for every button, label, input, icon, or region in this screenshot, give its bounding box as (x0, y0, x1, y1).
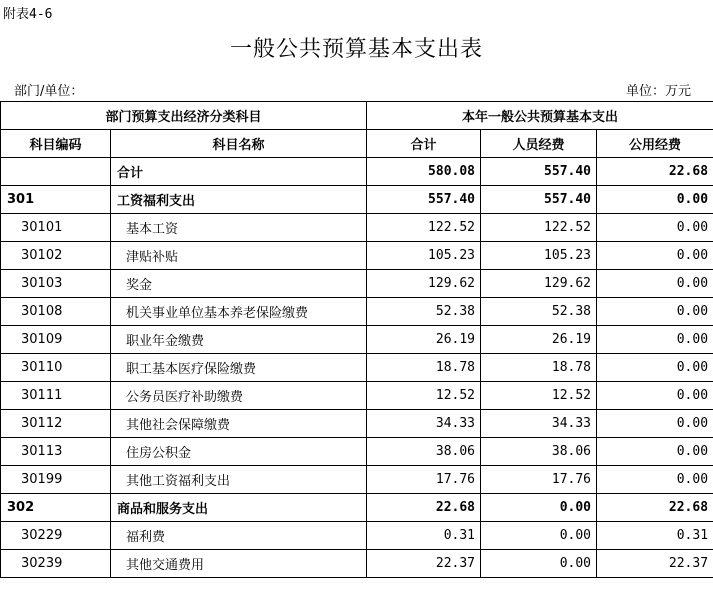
table-row (1, 214, 713, 242)
budget-table (0, 101, 713, 578)
cell-code (1, 158, 111, 186)
cell-name: 基本工资 (111, 214, 367, 242)
cell-total: 0.31 (367, 522, 481, 550)
cell-code: 30229 (1, 522, 111, 550)
cell-name: 工资福利支出 (111, 186, 367, 214)
cell-public: 0.00 (597, 382, 713, 410)
cell-personnel: 0.00 (481, 550, 597, 578)
table-row (1, 270, 713, 298)
cell-public: 0.00 (597, 466, 713, 494)
cell-name: 奖金 (111, 270, 367, 298)
cell-public: 0.00 (597, 242, 713, 270)
table-row (1, 466, 713, 494)
cell-code: 30109 (1, 326, 111, 354)
table-row (1, 186, 713, 214)
cell-code: 30103 (1, 270, 111, 298)
table-row (1, 382, 713, 410)
appendix-label: 附表4-6 (3, 7, 53, 22)
cell-code: 30239 (1, 550, 111, 578)
cell-total: 580.08 (367, 158, 481, 186)
cell-public: 22.68 (597, 158, 713, 186)
cell-code: 30113 (1, 438, 111, 466)
table-row (1, 522, 713, 550)
cell-total: 18.78 (367, 354, 481, 382)
cell-total: 129.62 (367, 270, 481, 298)
cell-personnel: 105.23 (481, 242, 597, 270)
cell-name: 其他交通费用 (111, 550, 367, 578)
cell-code: 30108 (1, 298, 111, 326)
cell-public: 0.00 (597, 186, 713, 214)
cell-code: 30111 (1, 382, 111, 410)
cell-total: 38.06 (367, 438, 481, 466)
header-personnel: 人员经费 (481, 130, 597, 158)
table-row (1, 550, 713, 578)
cell-total: 105.23 (367, 242, 481, 270)
table-row (1, 242, 713, 270)
cell-name: 其他社会保障缴费 (111, 410, 367, 438)
cell-public: 0.00 (597, 326, 713, 354)
cell-name: 住房公积金 (111, 438, 367, 466)
cell-name: 福利费 (111, 522, 367, 550)
table-row (1, 354, 713, 382)
cell-code: 30110 (1, 354, 111, 382)
cell-public: 22.68 (597, 494, 713, 522)
cell-public: 0.00 (597, 438, 713, 466)
cell-name: 其他工资福利支出 (111, 466, 367, 494)
table-row (1, 326, 713, 354)
cell-code: 302 (1, 494, 111, 522)
cell-code: 30102 (1, 242, 111, 270)
header-code: 科目编码 (1, 130, 111, 158)
cell-name: 津贴补贴 (111, 242, 367, 270)
cell-public: 0.00 (597, 214, 713, 242)
cell-total: 52.38 (367, 298, 481, 326)
cell-code: 30199 (1, 466, 111, 494)
cell-personnel: 129.62 (481, 270, 597, 298)
cell-name: 机关事业单位基本养老保险缴费 (111, 298, 367, 326)
cell-code: 30101 (1, 214, 111, 242)
cell-code: 301 (1, 186, 111, 214)
table-row (1, 438, 713, 466)
header-group-expenditure: 本年一般公共预算基本支出 (367, 102, 713, 130)
cell-public: 0.00 (597, 410, 713, 438)
cell-personnel: 557.40 (481, 158, 597, 186)
page-title: 一般公共预算基本支出表 (229, 37, 483, 62)
cell-personnel: 34.33 (481, 410, 597, 438)
cell-personnel: 52.38 (481, 298, 597, 326)
dept-unit-label: 部门/单位： (14, 84, 84, 99)
cell-personnel: 17.76 (481, 466, 597, 494)
cell-personnel: 0.00 (481, 522, 597, 550)
cell-public: 0.00 (597, 298, 713, 326)
cell-public: 0.00 (597, 270, 713, 298)
cell-public: 22.37 (597, 550, 713, 578)
cell-code: 30112 (1, 410, 111, 438)
cell-total: 22.68 (367, 494, 481, 522)
cell-total: 17.76 (367, 466, 481, 494)
table-row (1, 298, 713, 326)
cell-personnel: 26.19 (481, 326, 597, 354)
cell-name: 合计 (111, 158, 367, 186)
header-group-classification: 部门预算支出经济分类科目 (1, 102, 367, 130)
cell-personnel: 122.52 (481, 214, 597, 242)
cell-total: 557.40 (367, 186, 481, 214)
cell-total: 122.52 (367, 214, 481, 242)
cell-name: 职业年金缴费 (111, 326, 367, 354)
header-public: 公用经费 (597, 130, 713, 158)
cell-total: 26.19 (367, 326, 481, 354)
cell-total: 34.33 (367, 410, 481, 438)
currency-unit-label: 单位：万元 (625, 84, 691, 99)
cell-public: 0.31 (597, 522, 713, 550)
header-name: 科目名称 (111, 130, 367, 158)
cell-total: 22.37 (367, 550, 481, 578)
cell-name: 职工基本医疗保险缴费 (111, 354, 367, 382)
cell-personnel: 38.06 (481, 438, 597, 466)
cell-personnel: 12.52 (481, 382, 597, 410)
cell-personnel: 18.78 (481, 354, 597, 382)
cell-personnel: 557.40 (481, 186, 597, 214)
cell-public: 0.00 (597, 354, 713, 382)
table-body (1, 158, 713, 578)
table-row (1, 410, 713, 438)
cell-total: 12.52 (367, 382, 481, 410)
cell-name: 公务员医疗补助缴费 (111, 382, 367, 410)
table-row (1, 158, 713, 186)
cell-name: 商品和服务支出 (111, 494, 367, 522)
table-row (1, 494, 713, 522)
cell-personnel: 0.00 (481, 494, 597, 522)
header-total: 合计 (367, 130, 481, 158)
